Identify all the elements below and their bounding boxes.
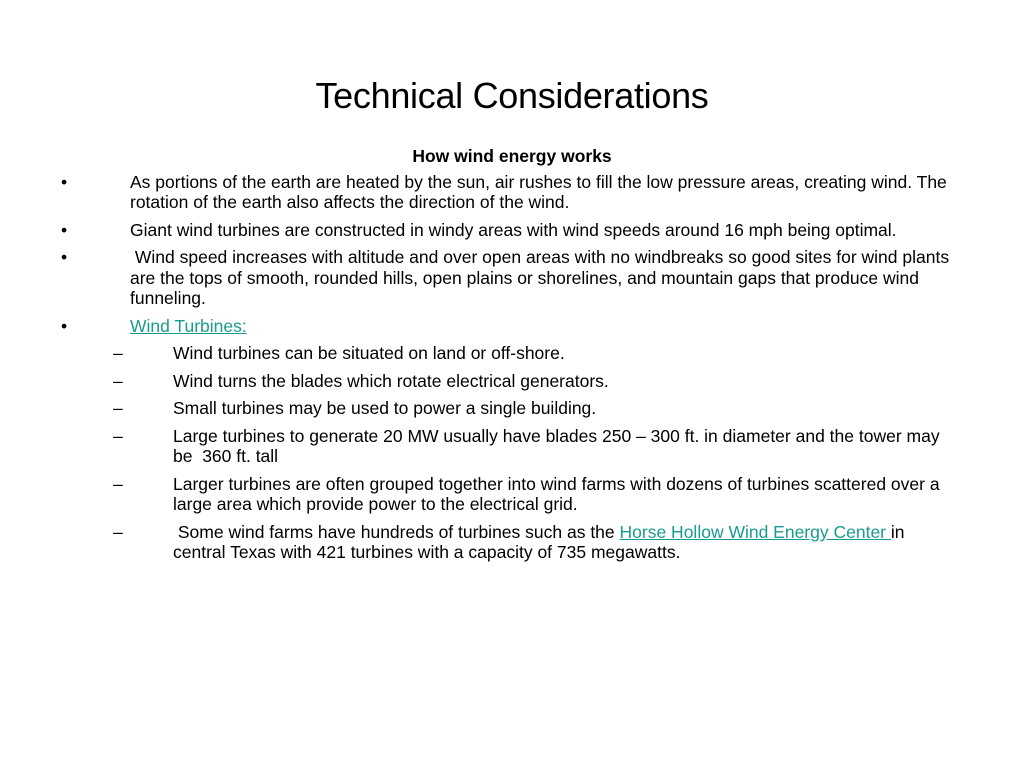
sub-bullet-text: Larger turbines are often grouped together into wind farms with dozens of turbines scattered over a large area which provide power to the electrical grid. <box>173 473 940 514</box>
bullet-text: As portions of the earth are heated by the sun, air rushes to fill the low pressure areas, creating wind. The rotation of the earth also affects the direction of the wind. <box>130 171 947 212</box>
sub-bullet-text: Wind turbines can be situated on land or off-shore. <box>173 343 565 363</box>
dash-marker: – <box>113 425 123 446</box>
bullet-item <box>0 172 954 213</box>
sub-bullet-item <box>0 371 954 392</box>
bullet-item <box>0 316 954 337</box>
sub-bullet-item <box>0 522 954 563</box>
sub-bullet-text: Large turbines to generate 20 MW usually have blades 250 – 300 ft. in diameter and the tower may be 360 ft. tall <box>173 425 945 466</box>
bullet-marker: • <box>61 315 68 336</box>
sub-bullet-item <box>0 398 954 419</box>
horse-hollow-link[interactable]: Horse Hollow Wind Energy Center <box>619 521 891 542</box>
bullet-text: Wind speed increases with altitude and over open areas with no windbreaks so good sites for wind plants are the tops of smooth, rounded hills, open plains or shorelines, and mountain gaps that produce wind funneling. <box>130 247 954 308</box>
dash-marker: – <box>113 343 123 363</box>
subheading: How wind energy works <box>412 146 612 166</box>
dash-marker: – <box>113 370 123 391</box>
dash-marker: – <box>113 521 123 542</box>
bullet-marker: • <box>61 219 68 240</box>
slide-content <box>0 146 1024 570</box>
sub-bullet-text: Wind turns the blades which rotate electrical generators. <box>173 370 609 391</box>
bullet-marker: • <box>61 247 68 267</box>
wind-turbines-link[interactable]: Wind Turbines: <box>130 315 247 336</box>
dash-marker: – <box>113 398 123 418</box>
bullet-item <box>0 247 954 309</box>
sub-bullet-item <box>0 474 954 515</box>
sub-bullet-text: Small turbines may be used to power a single building. <box>173 398 597 418</box>
bullet-marker: • <box>61 171 68 192</box>
slide-title: Technical Considerations <box>315 75 709 116</box>
sub-bullet-text-before: Some wind farms have hundreds of turbines such as the <box>173 521 620 542</box>
sub-bullet-text-after: in central Texas with 421 turbines with a capacity of 735 megawatts. <box>173 521 905 562</box>
bullet-item <box>0 220 954 241</box>
dash-marker: – <box>113 473 123 494</box>
sub-bullet-item <box>0 426 954 467</box>
sub-bullet-item <box>0 343 954 364</box>
bullet-text: Giant wind turbines are constructed in windy areas with wind speeds around 16 mph being optimal. <box>130 219 897 240</box>
